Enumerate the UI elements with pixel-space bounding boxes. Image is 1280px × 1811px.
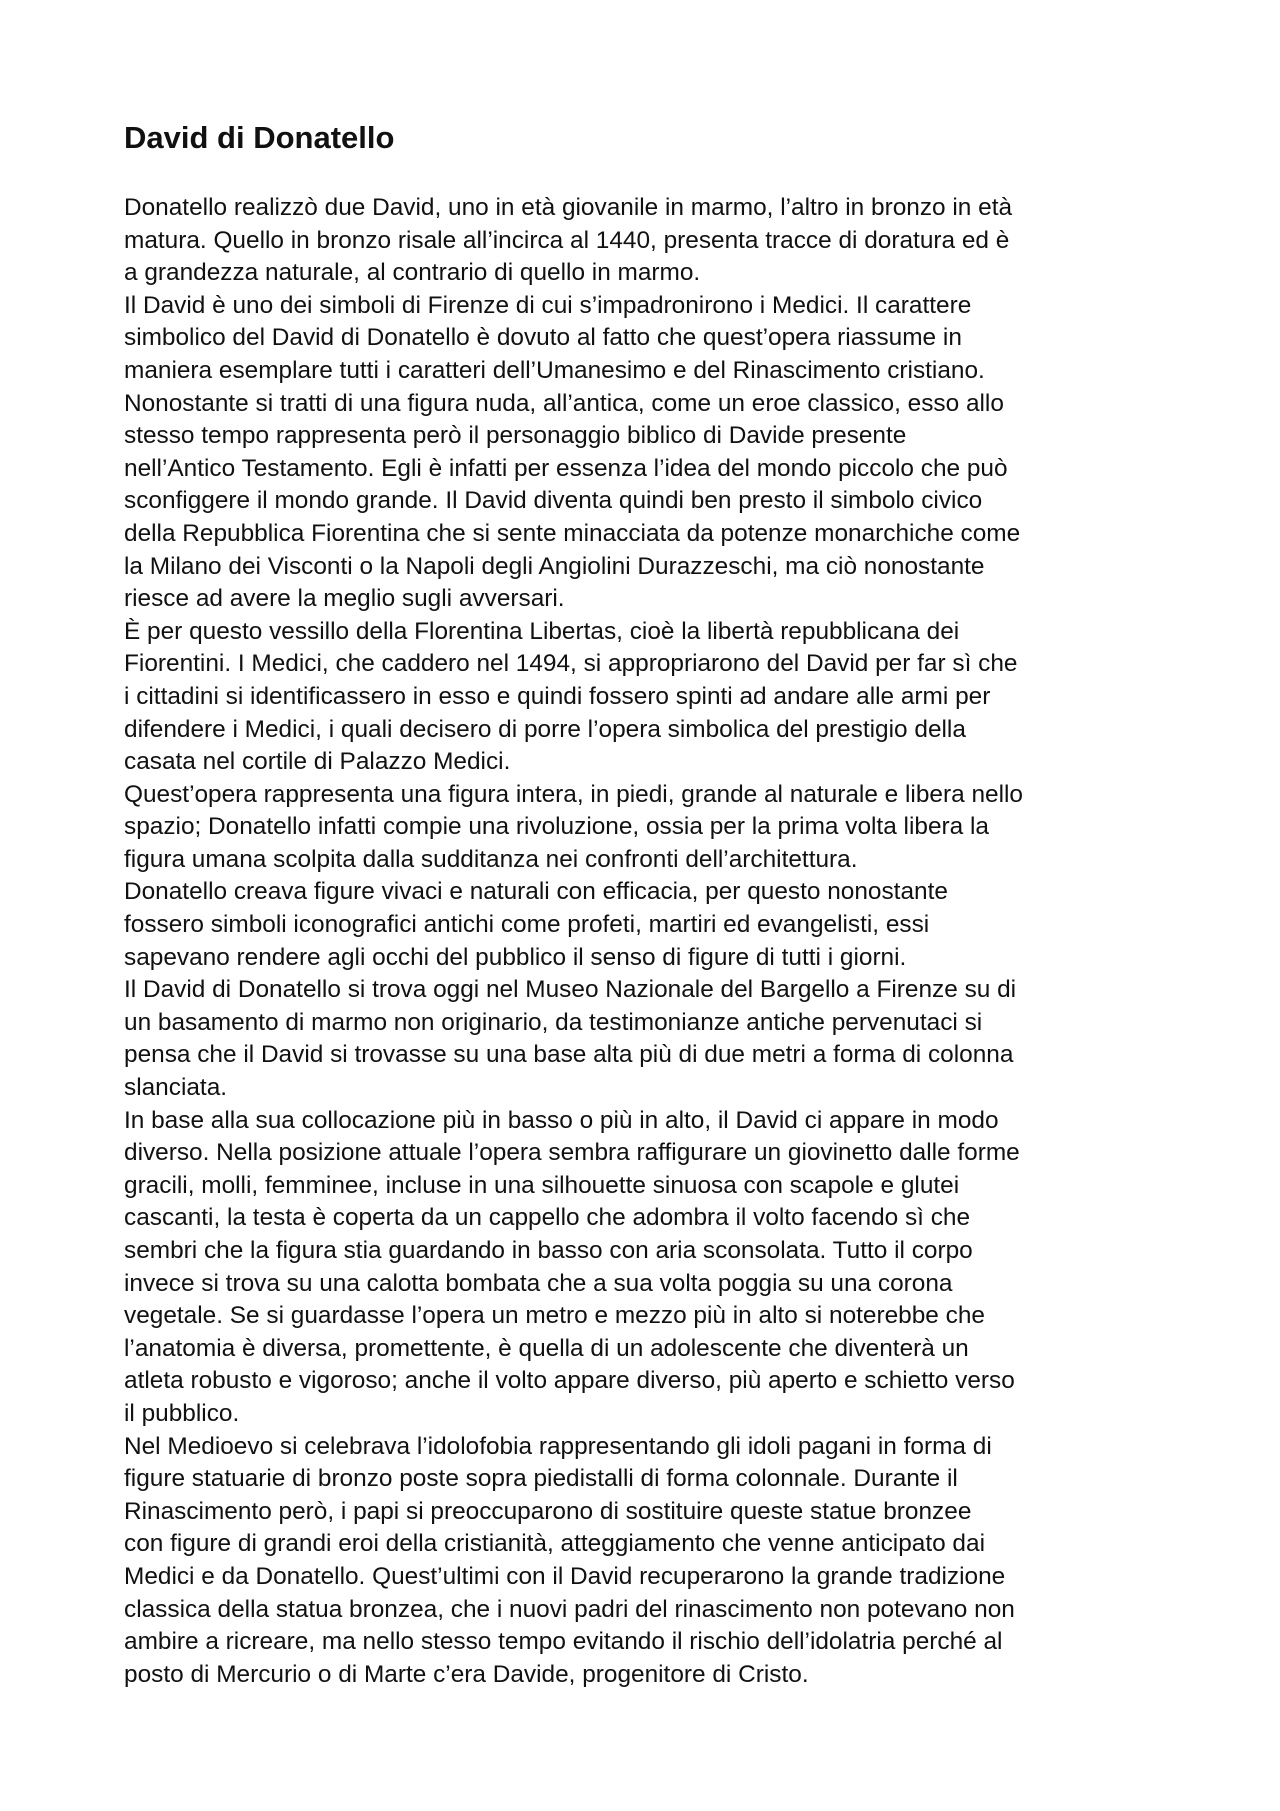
text-line: nell’Antico Testamento. Egli è infatti per essenza l’idea del mondo piccolo che può	[124, 454, 1008, 482]
text-line: sconfiggere il mondo grande. Il David diventa quindi ben presto il simbolo civico	[124, 487, 983, 515]
text-line: slanciata.	[124, 1074, 228, 1102]
text-line: diverso. Nella posizione attuale l’opera sembra raffigurare un giovinetto dalle forme	[124, 1139, 1020, 1167]
text-line: sembri che la figura stia guardando in basso con aria sconsolata. Tutto il corpo	[124, 1237, 973, 1264]
text-line: la Milano dei Visconti o la Napoli degli Angiolini Durazzeschi, ma ciò nonostante	[124, 552, 985, 580]
text-line: figure statuarie di bronzo poste sopra piedistalli di forma colonnale. Durante il	[124, 1465, 958, 1493]
text-line: Medici e da Donatello. Quest’ultimi con il David recuperarono la grande tradizione	[124, 1562, 1006, 1590]
text-line: riesce ad avere la meglio sugli avversari.	[124, 585, 565, 613]
text-line: con figure di grandi eroi della cristianità, atteggiamento che venne anticipato dai	[124, 1530, 985, 1558]
text-line: posto di Mercurio o di Marte c’era Davide, progenitore di Cristo.	[124, 1660, 809, 1688]
text-line: Rinascimento però, i papi si preoccuparono di sostituire queste statue bronzee	[124, 1497, 972, 1525]
text-line: il pubblico.	[124, 1399, 240, 1427]
text-line: Nel Medioevo si celebrava l’idolofobia rappresentando gli idoli pagani in forma di	[124, 1432, 992, 1460]
text-line: Donatello realizzò due David, uno in età giovanile in marmo, l’altro in bronzo in età	[124, 194, 1013, 221]
text-line: classica della statua bronzea, che i nuovi padri del rinascimento non potevano non	[124, 1595, 1015, 1623]
text-line: matura. Quello in bronzo risale all’incirca al 1440, presenta tracce di doratura ed è	[124, 226, 1010, 254]
text-line: atleta robusto e vigoroso; anche il volto appare diverso, più aperto e schietto verso	[124, 1367, 1015, 1395]
text-line: In base alla sua collocazione più in basso o più in alto, il David ci appare in modo	[124, 1106, 999, 1134]
text-line: stesso tempo rappresenta però il personaggio biblico di Davide presente	[124, 422, 907, 450]
text-line: vegetale. Se si guardasse l’opera un metro e mezzo più in alto si noterebbe che	[124, 1302, 985, 1330]
text-line: pensa che il David si trovasse su una base alta più di due metri a forma di colonna	[124, 1041, 1014, 1069]
text-line: Quest’opera rappresenta una figura intera, in piedi, grande al naturale e libera nello	[124, 780, 1023, 808]
text-line: Nonostante si tratti di una figura nuda, all’antica, come un eroe classico, esso allo	[124, 389, 1004, 417]
text-line: sapevano rendere agli occhi del pubblico il senso di figure di tutti i giorni.	[124, 943, 907, 971]
text-line: cascanti, la testa è coperta da un cappello che adombra il volto facendo sì che	[124, 1204, 971, 1232]
text-line: maniera esemplare tutti i caratteri dell’Umanesimo e del Rinascimento cristiano.	[124, 356, 985, 384]
document-title: David di Donatello	[124, 120, 395, 155]
document-body	[124, 192, 1174, 1691]
document-page	[124, 118, 1174, 1691]
text-line: simbolico del David di Donatello è dovuto al fatto che quest’opera riassume in	[124, 324, 962, 352]
text-line: gracili, molli, femminee, incluse in una silhouette sinuosa con scapole e glutei	[124, 1171, 960, 1199]
text-line: difendere i Medici, i quali decisero di porre l’opera simbolica del prestigio della	[124, 715, 966, 743]
text-line: a grandezza naturale, al contrario di quello in marmo.	[124, 259, 701, 287]
text-line: figura umana scolpita dalla sudditanza nei confronti dell’architettura.	[124, 845, 858, 873]
text-line: spazio; Donatello infatti compie una rivoluzione, ossia per la prima volta libera la	[124, 813, 989, 841]
text-line: invece si trova su una calotta bombata che a sua volta poggia su una corona	[124, 1269, 953, 1297]
text-line: È per questo vessillo della Florentina Libertas, cioè la libertà repubblicana dei	[124, 617, 960, 645]
text-line: l’anatomia è diversa, promettente, è quella di un adolescente che diventerà un	[124, 1334, 969, 1362]
text-line: ambire a ricreare, ma nello stesso tempo evitando il rischio dell’idolatria perché al	[124, 1628, 1003, 1656]
text-line: Il David di Donatello si trova oggi nel Museo Nazionale del Bargello a Firenze su di	[124, 976, 1017, 1004]
text-line: Donatello creava figure vivaci e naturali con efficacia, per questo nonostante	[124, 878, 948, 906]
text-line: casata nel cortile di Palazzo Medici.	[124, 748, 511, 776]
text-line: i cittadini si identificassero in esso e quindi fossero spinti ad andare alle armi per	[124, 682, 991, 710]
text-line: fossero simboli iconografici antichi come profeti, martiri ed evangelisti, essi	[124, 911, 930, 939]
text-line: Fiorentini. I Medici, che caddero nel 1494, si appropriarono del David per far sì che	[124, 650, 1018, 678]
text-line: della Repubblica Fiorentina che si sente minacciata da potenze monarchiche come	[124, 519, 1021, 547]
text-line: Il David è uno dei simboli di Firenze di cui s’impadronirono i Medici. Il carattere	[124, 291, 972, 319]
text-line: un basamento di marmo non originario, da testimonianze antiche pervenutaci si	[124, 1008, 983, 1036]
